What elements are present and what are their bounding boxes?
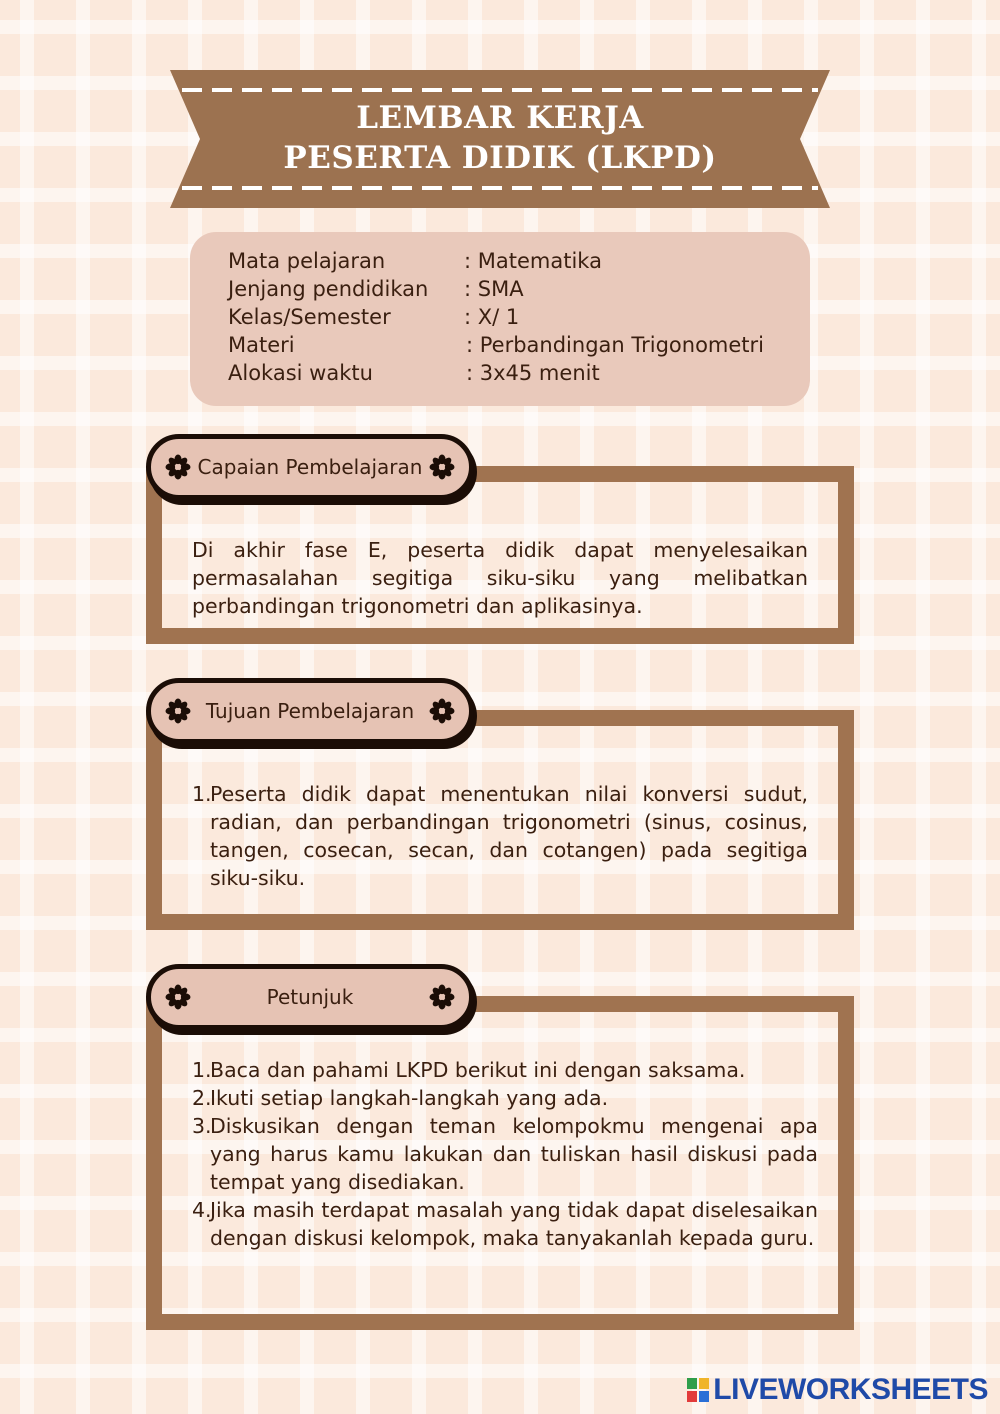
info-label: Alokasi waktu bbox=[228, 361, 373, 385]
item-text: Jika masih terdapat masalah yang tidak dapat diselesaikan dengan diskusi kelompok, maka tanyakanlah kepada guru. bbox=[210, 1198, 818, 1250]
list-item bbox=[192, 1196, 818, 1252]
logo-grid-icon bbox=[687, 1378, 709, 1402]
list-item bbox=[192, 1056, 818, 1084]
capaian-text: Di akhir fase E, peserta didik dapat menyelesaikan permasalahan segitiga siku-siku yang melibatkan perbandingan trigonometri dan aplikasinya. bbox=[192, 538, 808, 618]
capaian-title: Capaian Pembelajaran bbox=[197, 455, 423, 479]
info-value: : SMA bbox=[464, 277, 524, 301]
tujuan-list bbox=[192, 780, 808, 892]
capaian-heading bbox=[146, 434, 474, 500]
info-label: Kelas/Semester bbox=[228, 305, 391, 329]
item-text: Baca dan pahami LKPD berikut ini dengan saksama. bbox=[210, 1058, 746, 1082]
info-label: Jenjang pendidikan bbox=[228, 277, 429, 301]
title-banner bbox=[170, 70, 830, 208]
item-text: Peserta didik dapat menentukan nilai konversi sudut, radian, dan perbandingan trigonometri (sinus, cosinus, tangen, cosecan, secan, dan cotangen) pada segitiga siku-siku. bbox=[210, 782, 808, 890]
identity-box bbox=[190, 232, 810, 406]
title-line-2: PESERTA DIDIK (LKPD) bbox=[283, 140, 717, 176]
info-value: : Perbandingan Trigonometri bbox=[466, 333, 765, 357]
item-number: 1. bbox=[192, 782, 212, 806]
petunjuk-title: Petunjuk bbox=[266, 985, 354, 1009]
info-label: Mata pelajaran bbox=[228, 249, 386, 273]
item-text: Ikuti setiap langkah-langkah yang ada. bbox=[210, 1086, 609, 1110]
item-number: 2. bbox=[192, 1086, 212, 1110]
item-number: 1. bbox=[192, 1058, 212, 1082]
info-label: Materi bbox=[228, 333, 295, 357]
petunjuk-heading bbox=[146, 964, 474, 1030]
flower-icon bbox=[165, 698, 191, 724]
petunjuk-frame bbox=[146, 996, 854, 1330]
title-line-1: LEMBAR KERJA bbox=[356, 100, 644, 136]
list-item bbox=[192, 1112, 818, 1196]
tujuan-title: Tujuan Pembelajaran bbox=[205, 699, 415, 723]
list-item bbox=[192, 1084, 818, 1112]
info-value: : 3x45 menit bbox=[466, 361, 600, 385]
petunjuk-list bbox=[192, 1056, 818, 1252]
flower-icon bbox=[429, 984, 455, 1010]
flower-icon bbox=[429, 698, 455, 724]
list-item bbox=[192, 780, 808, 892]
item-number: 3. bbox=[192, 1114, 212, 1138]
liveworksheets-logo[interactable] bbox=[687, 1374, 988, 1406]
tujuan-list-wrapper bbox=[192, 780, 808, 892]
info-value: : Matematika bbox=[464, 249, 602, 273]
info-value: : X/ 1 bbox=[464, 305, 520, 329]
flower-icon bbox=[165, 984, 191, 1010]
item-text: Diskusikan dengan teman kelompokmu mengenai apa yang harus kamu lakukan dan tuliskan hasil diskusi pada tempat yang disediakan. bbox=[210, 1114, 818, 1194]
tujuan-heading bbox=[146, 678, 474, 744]
logo-text: LIVEWORKSHEETS bbox=[713, 1373, 988, 1406]
petunjuk-list-wrapper bbox=[192, 1056, 818, 1252]
item-number: 4. bbox=[192, 1198, 212, 1222]
page-title bbox=[170, 98, 830, 178]
flower-icon bbox=[429, 454, 455, 480]
